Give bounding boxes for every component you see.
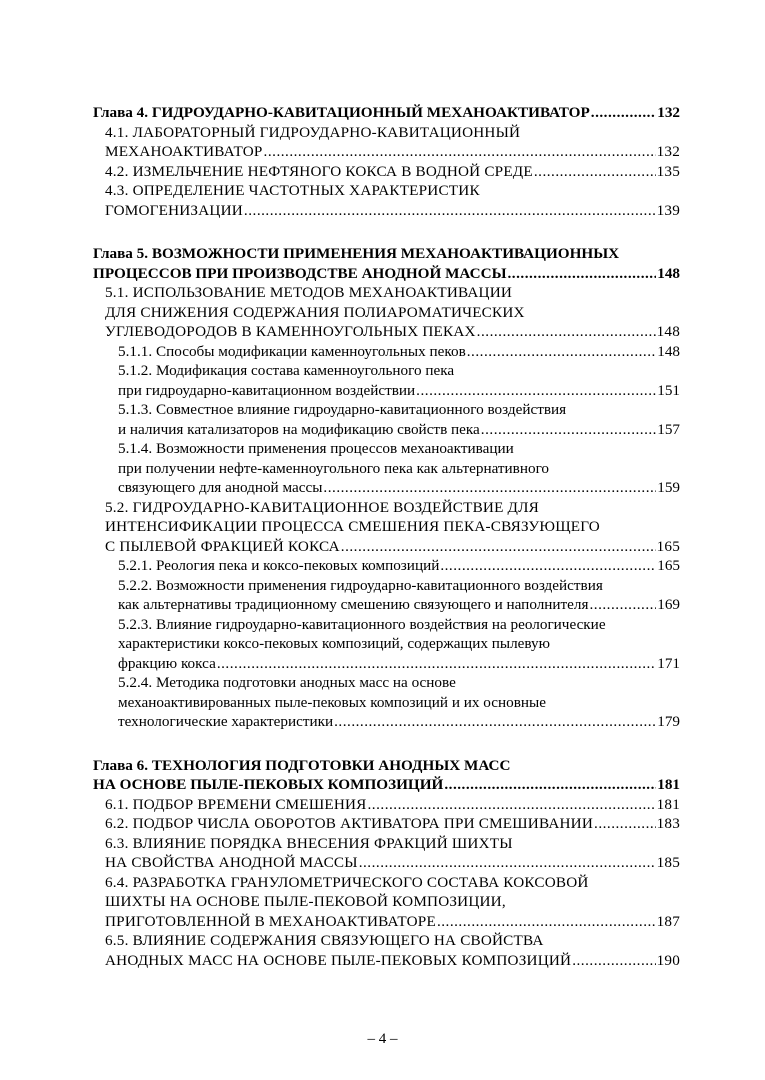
entry-title: 6.5. ВЛИЯНИЕ СОДЕРЖАНИЯ СВЯЗУЮЩЕГО НА СВОЙСТВА	[105, 932, 544, 949]
leader-dots	[416, 381, 656, 401]
toc-entry	[93, 654, 680, 674]
entry-page: 139	[656, 201, 680, 219]
entry-page: 181	[656, 795, 680, 813]
entry-title: как альтернативы традиционному смешению связующего и наполнителя	[118, 596, 589, 613]
entry-title: характеристики коксо-пековых композиций, содержащих пылевую	[118, 635, 550, 652]
entry-title: Глава 5. ВОЗМОЖНОСТИ ПРИМЕНЕНИЯ МЕХАНОАКТИВАЦИОННЫХ	[93, 245, 620, 262]
entry-title: Глава 6. ТЕХНОЛОГИЯ ПОДГОТОВКИ АНОДНЫХ МАСС	[93, 756, 511, 774]
entry-title: ДЛЯ СНИЖЕНИЯ СОДЕРЖАНИЯ ПОЛИАРОМАТИЧЕСКИХ	[105, 303, 525, 321]
entry-page: 148	[657, 264, 680, 282]
toc-line	[93, 673, 680, 693]
entry-title: УГЛЕВОДОРОДОВ В КАМЕННОУГОЛЬНЫХ ПЕКАХ	[105, 323, 476, 340]
entry-title: НА ОСНОВЕ ПЫЛЕ-ПЕКОВЫХ КОМПОЗИЦИЙ	[93, 776, 444, 793]
entry-title: Глава 4. ГИДРОУДАРНО-КАВИТАЦИОННЫЙ МЕХАНОАКТИВАТОР	[93, 104, 590, 121]
entry-page: 132	[657, 104, 680, 121]
toc-entry	[93, 342, 680, 362]
toc-entry	[93, 712, 680, 732]
entry-page: 157	[657, 420, 680, 438]
entry-title: 5.1. ИСПОЛЬЗОВАНИЕ МЕТОДОВ МЕХАНОАКТИВАЦИИ	[105, 284, 513, 301]
leader-dots	[591, 103, 656, 123]
entry-page: 185	[656, 854, 680, 871]
chapter-heading	[93, 756, 680, 776]
toc-entry	[93, 162, 680, 182]
chapter-heading	[93, 244, 680, 264]
chapter-heading	[93, 103, 680, 123]
entry-page: 187	[656, 912, 680, 930]
leader-dots	[572, 951, 655, 971]
entry-title: при получении нефте-каменноугольного пека как альтернативного	[118, 459, 550, 477]
leader-dots	[437, 912, 656, 932]
toc-line	[93, 892, 680, 912]
toc-line	[93, 303, 680, 323]
toc-entry	[93, 537, 680, 557]
entry-title: 5.1.1. Способы модификации каменноугольных пеков	[118, 342, 466, 360]
toc-entry	[93, 142, 680, 162]
entry-title: фракцию кокса	[118, 654, 216, 672]
entry-page: 148	[657, 342, 680, 360]
toc-line	[93, 693, 680, 713]
leader-dots	[467, 342, 656, 362]
leader-dots	[368, 795, 656, 815]
toc-line	[93, 123, 680, 143]
entry-title: ИНТЕНСИФИКАЦИИ ПРОЦЕССА СМЕШЕНИЯ ПЕКА-СВЯЗУЮЩЕГО	[105, 518, 600, 535]
leader-dots	[444, 775, 656, 795]
leader-dots	[589, 595, 656, 615]
leader-dots	[323, 478, 656, 498]
entry-page: 169	[657, 596, 680, 613]
entry-page: 183	[656, 815, 680, 832]
toc-line	[93, 873, 680, 893]
entry-page: 179	[657, 713, 680, 730]
entry-title: АНОДНЫХ МАСС НА ОСНОВЕ ПЫЛЕ-ПЕКОВЫХ КОМПОЗИЦИЙ	[105, 951, 572, 969]
entry-page: 165	[657, 557, 680, 574]
toc-entry	[93, 795, 680, 815]
table-of-contents	[93, 103, 680, 994]
leader-dots	[594, 814, 656, 834]
leader-dots	[477, 322, 656, 342]
toc-line	[93, 439, 680, 459]
entry-title: 5.2.1. Реология пека и коксо-пековых композиций	[118, 557, 440, 574]
entry-title: 5.1.3. Совместное влияние гидроударно-кавитационного воздействия	[118, 401, 567, 418]
toc-entry	[93, 556, 680, 576]
entry-page: 159	[657, 479, 680, 496]
toc-line	[93, 498, 680, 518]
entry-title: 5.1.2. Модификация состава каменноугольного пека	[118, 362, 455, 379]
toc-entry	[93, 478, 680, 498]
leader-dots	[244, 201, 656, 221]
toc-line	[93, 400, 680, 420]
entry-title: технологические характеристики	[118, 713, 334, 730]
toc-line	[93, 459, 680, 479]
chapter-5-section	[93, 244, 680, 732]
toc-entry	[93, 595, 680, 615]
toc-entry	[93, 381, 680, 401]
entry-title: 4.2. ИЗМЕЛЬЧЕНИЕ НЕФТЯНОГО КОКСА В ВОДНОЙ СРЕДЕ	[105, 162, 533, 180]
entry-title: 5.1.4. Возможности применения процессов механоактивации	[118, 440, 514, 457]
leader-dots	[534, 162, 656, 182]
entry-title: механоактивированных пыле-пековых композиций и их основные	[118, 693, 546, 711]
toc-line	[93, 834, 680, 854]
leader-dots	[217, 654, 656, 674]
entry-title: С ПЫЛЕВОЙ ФРАКЦИЕЙ КОКСА	[105, 537, 340, 555]
entry-title: ШИХТЫ НА ОСНОВЕ ПЫЛЕ-ПЕКОВОЙ КОМПОЗИЦИИ,	[105, 893, 506, 910]
entry-page: 165	[656, 537, 680, 555]
entry-title: 6.3. ВЛИЯНИЕ ПОРЯДКА ВНЕСЕНИЯ ФРАКЦИЙ ШИХТЫ	[105, 834, 513, 852]
entry-title: 4.3. ОПРЕДЕЛЕНИЕ ЧАСТОТНЫХ ХАРАКТЕРИСТИК	[105, 182, 480, 199]
toc-entry	[93, 201, 680, 221]
entry-title: 4.1. ЛАБОРАТОРНЫЙ ГИДРОУДАРНО-КАВИТАЦИОННЫЙ	[105, 123, 521, 141]
chapter-heading	[93, 264, 680, 284]
toc-line	[93, 181, 680, 201]
entry-title: 6.1. ПОДБОР ВРЕМЕНИ СМЕШЕНИЯ	[105, 795, 367, 813]
entry-title: ПРОЦЕССОВ ПРИ ПРОИЗВОДСТВЕ АНОДНОЙ МАССЫ	[93, 264, 507, 282]
entry-page: 135	[656, 162, 680, 180]
entry-title: ГОМОГЕНИЗАЦИИ	[105, 201, 243, 219]
toc-line	[93, 517, 680, 537]
entry-title: при гидроударно-кавитационном воздействии	[118, 381, 416, 399]
toc-line	[93, 931, 680, 951]
entry-title: и наличия катализаторов на модификацию свойств пека	[118, 420, 480, 438]
chapter-4-section	[93, 103, 680, 220]
toc-entry	[93, 814, 680, 834]
toc-entry	[93, 912, 680, 932]
page-number: – 4 –	[367, 1031, 398, 1047]
entry-title: 5.2.4. Методика подготовки анодных масс на основе	[118, 674, 456, 691]
leader-dots	[341, 537, 656, 557]
leader-dots	[440, 556, 656, 576]
leader-dots	[481, 420, 656, 440]
entry-page: 148	[656, 323, 680, 340]
leader-dots	[264, 142, 656, 162]
toc-line	[93, 283, 680, 303]
toc-line	[93, 361, 680, 381]
toc-line	[93, 634, 680, 654]
toc-line	[93, 576, 680, 596]
entry-title: МЕХАНОАКТИВАТОР	[105, 143, 263, 160]
entry-page: 190	[656, 951, 680, 969]
entry-title: ПРИГОТОВЛЕННОЙ В МЕХАНОАКТИВАТОРЕ	[105, 912, 436, 930]
entry-title: 5.2.3. Влияние гидроударно-кавитационного воздействия на реологические	[118, 615, 606, 633]
toc-entry	[93, 853, 680, 873]
entry-title: 5.2. ГИДРОУДАРНО-КАВИТАЦИОННОЕ ВОЗДЕЙСТВИЕ ДЛЯ	[105, 498, 539, 516]
entry-title: НА СВОЙСТВА АНОДНОЙ МАССЫ	[105, 854, 358, 871]
entry-page: 151	[657, 381, 680, 399]
entry-title: 6.2. ПОДБОР ЧИСЛА ОБОРОТОВ АКТИВАТОРА ПРИ СМЕШИВАНИИ	[105, 815, 594, 832]
entry-title: 6.4. РАЗРАБОТКА ГРАНУЛОМЕТРИЧЕСКОГО СОСТАВА КОКСОВОЙ	[105, 873, 589, 891]
leader-dots	[359, 853, 656, 873]
entry-page: 132	[656, 143, 680, 160]
toc-entry	[93, 951, 680, 971]
entry-title: связующего для анодной массы	[118, 479, 323, 496]
toc-line	[93, 615, 680, 635]
chapter-6-section	[93, 756, 680, 971]
toc-entry	[93, 420, 680, 440]
entry-title: 5.2.2. Возможности применения гидроударно-кавитационного воздействия	[118, 576, 603, 594]
entry-page: 181	[657, 776, 680, 793]
entry-page: 171	[657, 654, 680, 672]
chapter-heading	[93, 775, 680, 795]
toc-entry	[93, 322, 680, 342]
leader-dots	[334, 712, 656, 732]
leader-dots	[508, 264, 657, 284]
